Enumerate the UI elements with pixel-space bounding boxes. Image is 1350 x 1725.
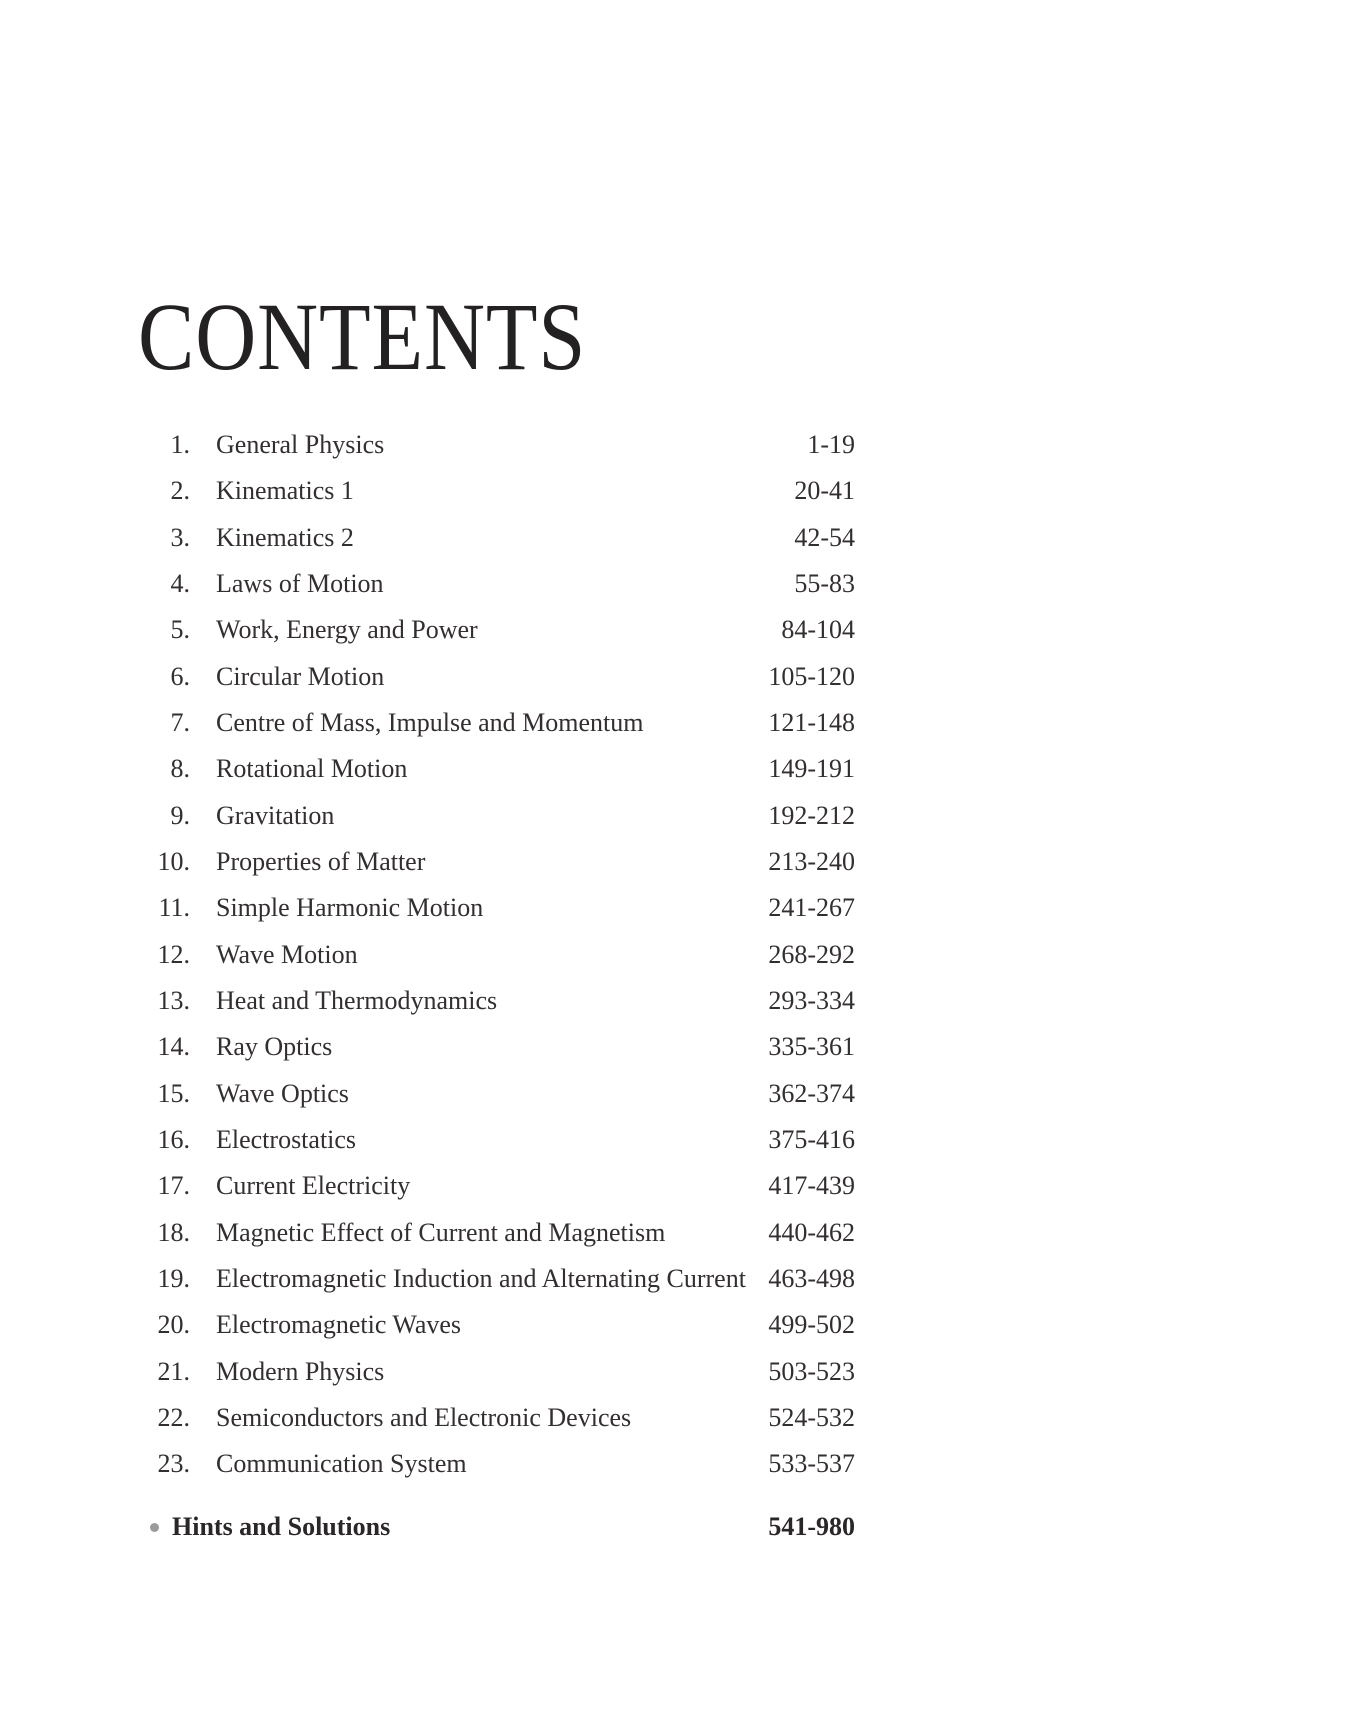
chapter-number: 17. bbox=[157, 1171, 190, 1201]
chapter-title: Magnetic Effect of Current and Magnetism bbox=[216, 1217, 666, 1247]
chapter-title: Laws of Motion bbox=[216, 568, 384, 598]
toc-row bbox=[0, 1117, 855, 1163]
toc-row bbox=[0, 1441, 855, 1487]
chapter-pages: 55-83 bbox=[794, 568, 855, 598]
chapter-number: 21. bbox=[157, 1356, 190, 1386]
toc-row bbox=[0, 1302, 855, 1348]
chapter-pages: 1-19 bbox=[807, 430, 855, 459]
chapter-title: Heat and Thermodynamics bbox=[216, 985, 498, 1015]
chapter-title: Work, Energy and Power bbox=[216, 615, 478, 645]
chapter-number: 11. bbox=[158, 893, 190, 923]
chapter-number: 16. bbox=[157, 1124, 190, 1154]
toc-row bbox=[0, 978, 855, 1024]
chapter-title: Modern Physics bbox=[216, 1356, 385, 1386]
hints-and-solutions-row bbox=[0, 1504, 855, 1550]
hints-pages: 541-980 bbox=[768, 1512, 855, 1541]
chapter-title: Semiconductors and Electronic Devices bbox=[216, 1402, 632, 1432]
chapter-title: Kinematics 1 bbox=[216, 476, 354, 506]
bullet-icon bbox=[150, 1523, 159, 1532]
chapter-pages: 268-292 bbox=[768, 939, 855, 969]
chapter-number: 23. bbox=[157, 1449, 190, 1479]
toc-row bbox=[0, 561, 855, 607]
toc-row bbox=[0, 607, 855, 653]
toc-row bbox=[0, 746, 855, 792]
chapter-number: 9. bbox=[170, 800, 190, 830]
chapter-title: Electromagnetic Induction and Alternating Current bbox=[216, 1263, 746, 1293]
toc-row bbox=[0, 654, 855, 700]
toc-row bbox=[0, 1163, 855, 1209]
chapter-number: 14. bbox=[157, 1032, 190, 1062]
chapter-pages: 20-41 bbox=[794, 476, 855, 506]
chapter-number: 8. bbox=[170, 754, 190, 784]
chapter-title: Properties of Matter bbox=[216, 846, 426, 876]
toc-row bbox=[0, 422, 855, 468]
chapter-title: Current Electricity bbox=[216, 1171, 411, 1201]
chapter-number: 7. bbox=[170, 707, 190, 737]
chapter-pages: 84-104 bbox=[781, 615, 855, 645]
hints-label: Hints and Solutions bbox=[172, 1512, 391, 1541]
toc-row bbox=[0, 515, 855, 561]
chapter-pages: 375-416 bbox=[768, 1124, 855, 1154]
chapter-pages: 42-54 bbox=[794, 522, 855, 552]
toc-row bbox=[0, 1024, 855, 1070]
toc-row bbox=[0, 700, 855, 746]
chapter-title: Centre of Mass, Impulse and Momentum bbox=[216, 707, 644, 737]
chapter-number: 20. bbox=[157, 1310, 190, 1340]
chapter-pages: 293-334 bbox=[768, 985, 855, 1015]
chapter-pages: 503-523 bbox=[768, 1356, 855, 1386]
table-of-contents bbox=[0, 422, 855, 1488]
chapter-number: 1. bbox=[170, 430, 190, 459]
chapter-pages: 440-462 bbox=[768, 1217, 855, 1247]
toc-row bbox=[0, 1210, 855, 1256]
chapter-title: Circular Motion bbox=[216, 661, 385, 691]
chapter-number: 5. bbox=[170, 615, 190, 645]
chapter-title: Wave Optics bbox=[216, 1078, 349, 1108]
chapter-number: 22. bbox=[157, 1402, 190, 1432]
chapter-pages: 335-361 bbox=[768, 1032, 855, 1062]
chapter-title: Ray Optics bbox=[216, 1032, 333, 1062]
chapter-number: 18. bbox=[157, 1217, 190, 1247]
chapter-title: Electromagnetic Waves bbox=[216, 1310, 462, 1340]
chapter-number: 13. bbox=[157, 985, 190, 1015]
toc-row bbox=[0, 1256, 855, 1302]
toc-row bbox=[0, 793, 855, 839]
toc-row bbox=[0, 1395, 855, 1441]
chapter-number: 3. bbox=[170, 522, 190, 552]
chapter-pages: 417-439 bbox=[768, 1171, 855, 1201]
chapter-pages: 524-532 bbox=[768, 1402, 855, 1432]
chapter-pages: 241-267 bbox=[768, 893, 855, 923]
toc-row bbox=[0, 468, 855, 514]
chapter-pages: 533-537 bbox=[768, 1449, 855, 1479]
chapter-pages: 499-502 bbox=[768, 1310, 855, 1340]
chapter-title: General Physics bbox=[216, 430, 385, 459]
toc-row bbox=[0, 1349, 855, 1395]
chapter-title: Rotational Motion bbox=[216, 754, 408, 784]
toc-row bbox=[0, 1071, 855, 1117]
chapter-number: 19. bbox=[157, 1263, 190, 1293]
toc-row bbox=[0, 932, 855, 978]
chapter-pages: 192-212 bbox=[768, 800, 855, 830]
chapter-title: Gravitation bbox=[216, 800, 335, 830]
chapter-number: 2. bbox=[170, 476, 190, 506]
chapter-pages: 121-148 bbox=[768, 707, 855, 737]
toc-row bbox=[0, 885, 855, 931]
chapter-pages: 213-240 bbox=[768, 846, 855, 876]
chapter-number: 4. bbox=[170, 568, 190, 598]
chapter-title: Kinematics 2 bbox=[216, 522, 354, 552]
chapter-number: 6. bbox=[170, 661, 190, 691]
chapter-pages: 463-498 bbox=[768, 1263, 855, 1293]
page-title: CONTENTS bbox=[138, 283, 587, 390]
chapter-title: Wave Motion bbox=[216, 939, 358, 969]
chapter-number: 10. bbox=[157, 846, 190, 876]
chapter-pages: 362-374 bbox=[768, 1078, 855, 1108]
chapter-title: Simple Harmonic Motion bbox=[216, 893, 484, 923]
chapter-title: Communication System bbox=[216, 1449, 467, 1479]
chapter-number: 12. bbox=[157, 939, 190, 969]
chapter-title: Electrostatics bbox=[216, 1124, 357, 1154]
chapter-pages: 149-191 bbox=[768, 754, 855, 784]
toc-row bbox=[0, 839, 855, 885]
chapter-number: 15. bbox=[157, 1078, 190, 1108]
chapter-pages: 105-120 bbox=[768, 661, 855, 691]
